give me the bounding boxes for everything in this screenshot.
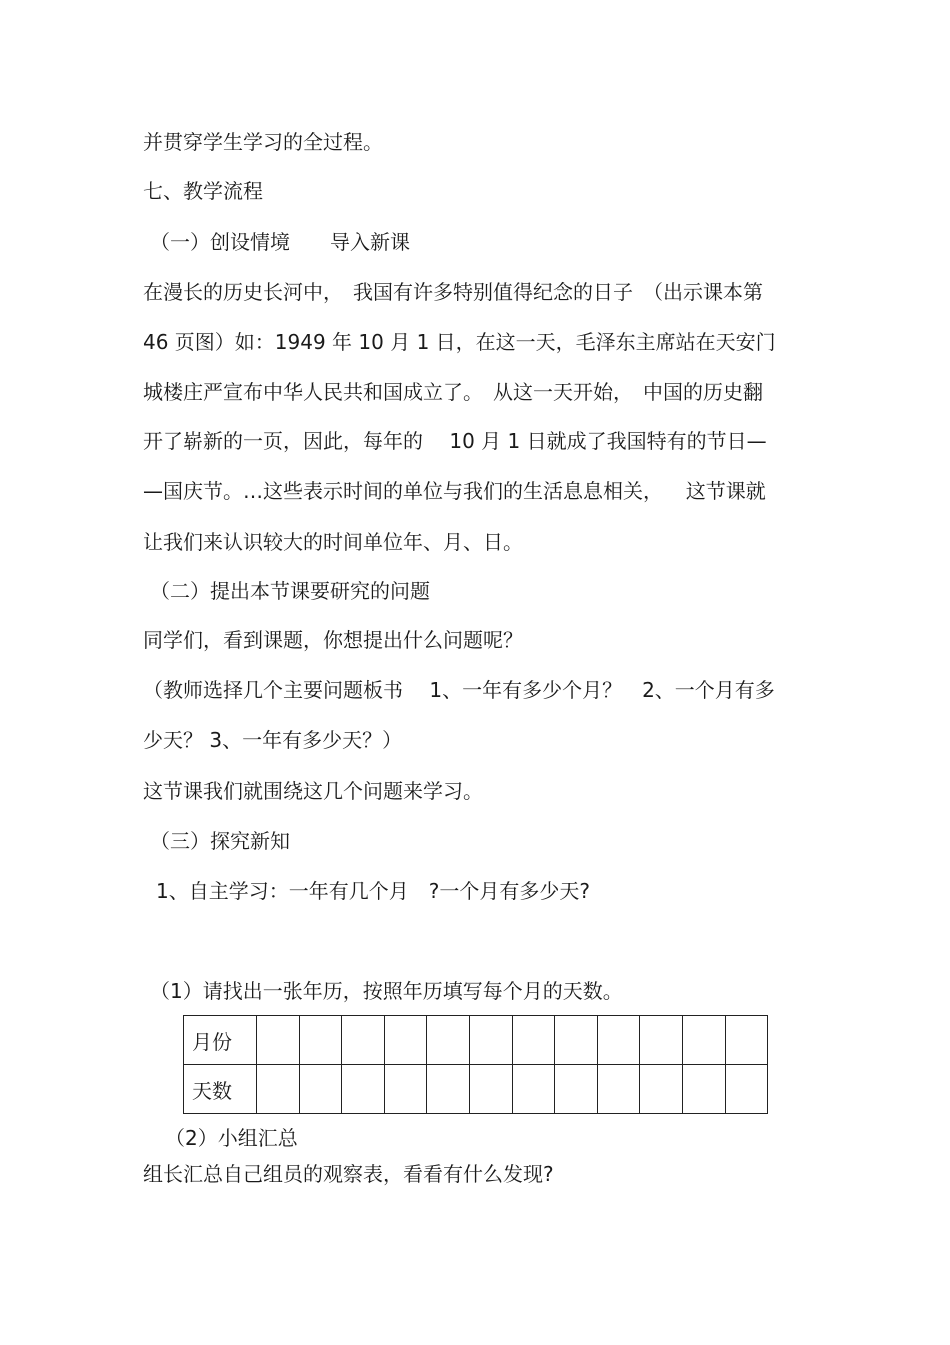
days-per-month-table <box>183 1015 768 1114</box>
text-line-5: 46 页图）如：1949 年 10 月 1 日，在这一天，毛泽东主席站在天安门 <box>143 330 776 354</box>
subsection-heading-2: （二）提出本节课要研究的问题 <box>150 579 430 603</box>
text-line-13: 少天？ 3、一年有多少天？） <box>143 728 403 752</box>
table-cell <box>597 1016 640 1065</box>
table-row <box>184 1065 768 1114</box>
table-cell <box>555 1016 598 1065</box>
table-cell <box>469 1016 512 1065</box>
table-cell <box>384 1016 427 1065</box>
text-line-9: 让我们来认识较大的时间单位年、月、日。 <box>143 530 523 554</box>
text-line-14: 这节课我们就围绕这几个问题来学习。 <box>143 779 483 803</box>
subsection-heading-1: （一）创设情境 导入新课 <box>150 230 410 254</box>
text-line-1: 并贯穿学生学习的全过程。 <box>143 130 383 154</box>
table-cell <box>597 1065 640 1114</box>
text-line-11: 同学们，看到课题，你想提出什么问题呢？ <box>143 628 523 652</box>
table-cell <box>384 1065 427 1114</box>
table-cell <box>342 1065 385 1114</box>
section-heading-7: 七、教学流程 <box>143 179 263 203</box>
table-cell <box>640 1016 683 1065</box>
table-cell <box>299 1065 342 1114</box>
table-cell <box>257 1016 300 1065</box>
table-cell <box>342 1016 385 1065</box>
table-cell <box>299 1016 342 1065</box>
row-label-days: 天数 <box>184 1065 257 1114</box>
table-cell <box>469 1065 512 1114</box>
text-line-17: （1）请找出一张年历，按照年历填写每个月的天数。 <box>150 979 623 1003</box>
text-line-16: 1、自主学习：一年有几个月 ?一个月有多少天? <box>156 879 590 903</box>
subsection-heading-3: （三）探究新知 <box>150 829 290 853</box>
text-line-4: 在漫长的历史长河中， 我国有许多特别值得纪念的日子 （出示课本第 <box>143 280 763 304</box>
table-cell <box>427 1065 470 1114</box>
table-cell <box>512 1016 555 1065</box>
table-cell <box>427 1016 470 1065</box>
table-cell <box>725 1065 768 1114</box>
table-cell <box>512 1065 555 1114</box>
text-line-12: （教师选择几个主要问题板书 1、一年有多少个月？ 2、一个月有多 <box>143 678 775 702</box>
table-cell <box>640 1065 683 1114</box>
table-cell <box>682 1016 725 1065</box>
table-row <box>184 1016 768 1065</box>
table-cell <box>257 1065 300 1114</box>
text-line-7: 开了崭新的一页，因此，每年的 10 月 1 日就成了我国特有的节日— <box>143 429 767 453</box>
text-line-8: —国庆节。…这些表示时间的单位与我们的生活息息相关， 这节课就 <box>143 479 766 503</box>
text-line-6: 城楼庄严宣布中华人民共和国成立了。 从这一天开始， 中国的历史翻 <box>143 380 763 404</box>
table-cell <box>555 1065 598 1114</box>
row-label-month: 月份 <box>184 1016 257 1065</box>
text-line-18: （2）小组汇总 <box>165 1126 298 1150</box>
text-line-19: 组长汇总自己组员的观察表，看看有什么发现? <box>143 1162 554 1186</box>
table-cell <box>725 1016 768 1065</box>
table-cell <box>682 1065 725 1114</box>
